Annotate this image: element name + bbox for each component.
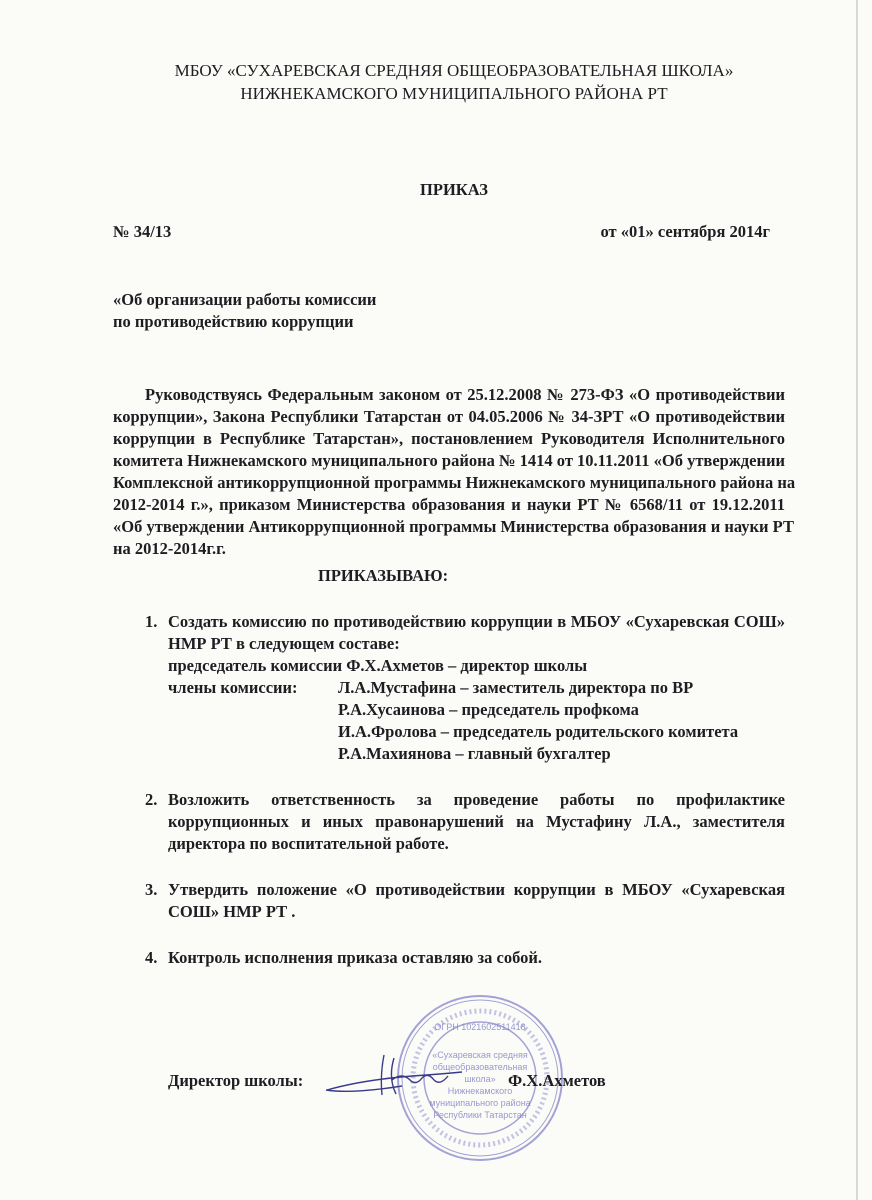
preamble-line: 2012-2014 г.», приказом Министерства образования и науки РТ № 6568/11 от 19.12.2011 [113,495,785,514]
item-line: Контроль исполнения приказа оставляю за собой. [168,948,542,967]
signature-name: Ф.Х.Ахметов [508,1071,606,1090]
item-line: СОШ» НМР РТ . [168,902,296,921]
item-number: 1. [145,612,158,631]
order-number: № 34/13 [113,222,172,241]
svg-text:Нижнекамского: Нижнекамского [447,1086,513,1096]
member: И.А.Фролова – председатель родительского комитета [338,722,739,741]
member: Р.А.Хусаинова – председатель профкома [338,700,639,719]
svg-text:общеобразовательная: общеобразовательная [432,1062,528,1072]
svg-text:Республики Татарстан: Республики Татарстан [433,1110,527,1120]
item-number: 3. [145,880,158,899]
order-word: ПРИКАЗЫВАЮ: [318,566,449,585]
preamble-line: «Об утверждении Антикоррупционной программы Министерства образования и науки РТ [113,517,794,536]
item-line: коррупционных и иных правонарушений на Мустафину Л.А., заместителя [168,812,785,831]
order-date: от «01» сентября 2014г [600,222,770,241]
preamble-line: на 2012-2014г.г. [113,539,226,558]
handwritten-signature [322,1050,472,1100]
svg-text:«Сухаревская средняя: «Сухаревская средняя [432,1050,528,1060]
svg-text:ОГРН 1021602511418: ОГРН 1021602511418 [434,1022,526,1032]
preamble-line: комитета Нижнекамского муниципального района № 1414 от 10.11.2011 «Об утверждении [113,451,785,470]
preamble-line: Комплексной антикоррупционной программы Нижнекамского муниципального района на [113,473,796,492]
members-label: члены комиссии: [168,678,298,697]
header-line-2: НИЖНЕКАМСКОГО МУНИЦИПАЛЬНОГО РАЙОНА РТ [240,84,668,103]
member: Л.А.Мустафина – заместитель директора по ВР [338,678,694,697]
commission-chair: председатель комиссии Ф.Х.Ахметов – директор школы [168,656,588,675]
signature-position: Директор школы: [168,1071,304,1090]
item-line: директора по воспитательной работе. [168,834,449,853]
item-line: Утвердить положение «О противодействии коррупции в МБОУ «Сухаревская [168,880,785,899]
subject-line-2: по противодействию коррупции [113,312,354,331]
member: Р.А.Махиянова – главный бухгалтер [338,744,611,763]
svg-text:школа»: школа» [464,1074,496,1084]
item-line: НМР РТ в следующем составе: [168,634,400,653]
svg-text:муниципального района: муниципального района [429,1098,531,1108]
header-line-1: МБОУ «СУХАРЕВСКАЯ СРЕДНЯЯ ОБЩЕОБРАЗОВАТЕЛЬНАЯ ШКОЛА» [174,61,734,80]
item-line: Создать комиссию по противодействию коррупции в МБОУ «Сухаревская СОШ» [168,612,785,631]
preamble-line: коррупции», Закона Республики Татарстан от 04.05.2006 № 34-ЗРТ «О противодействии [113,407,785,426]
item-line: Возложить ответственность за проведение работы по профилактике [168,790,785,809]
preamble-line: Руководствуясь Федеральным законом от 25.12.2008 № 273-ФЗ «О противодействии [145,385,785,404]
preamble-line: коррупции в Республике Татарстан», постановлением Руководителя Исполнительного [113,429,785,448]
subject-line-1: «Об организации работы комиссии [113,290,377,309]
item-number: 2. [145,790,158,809]
document-type: ПРИКАЗ [420,180,488,199]
item-number: 4. [145,948,158,967]
